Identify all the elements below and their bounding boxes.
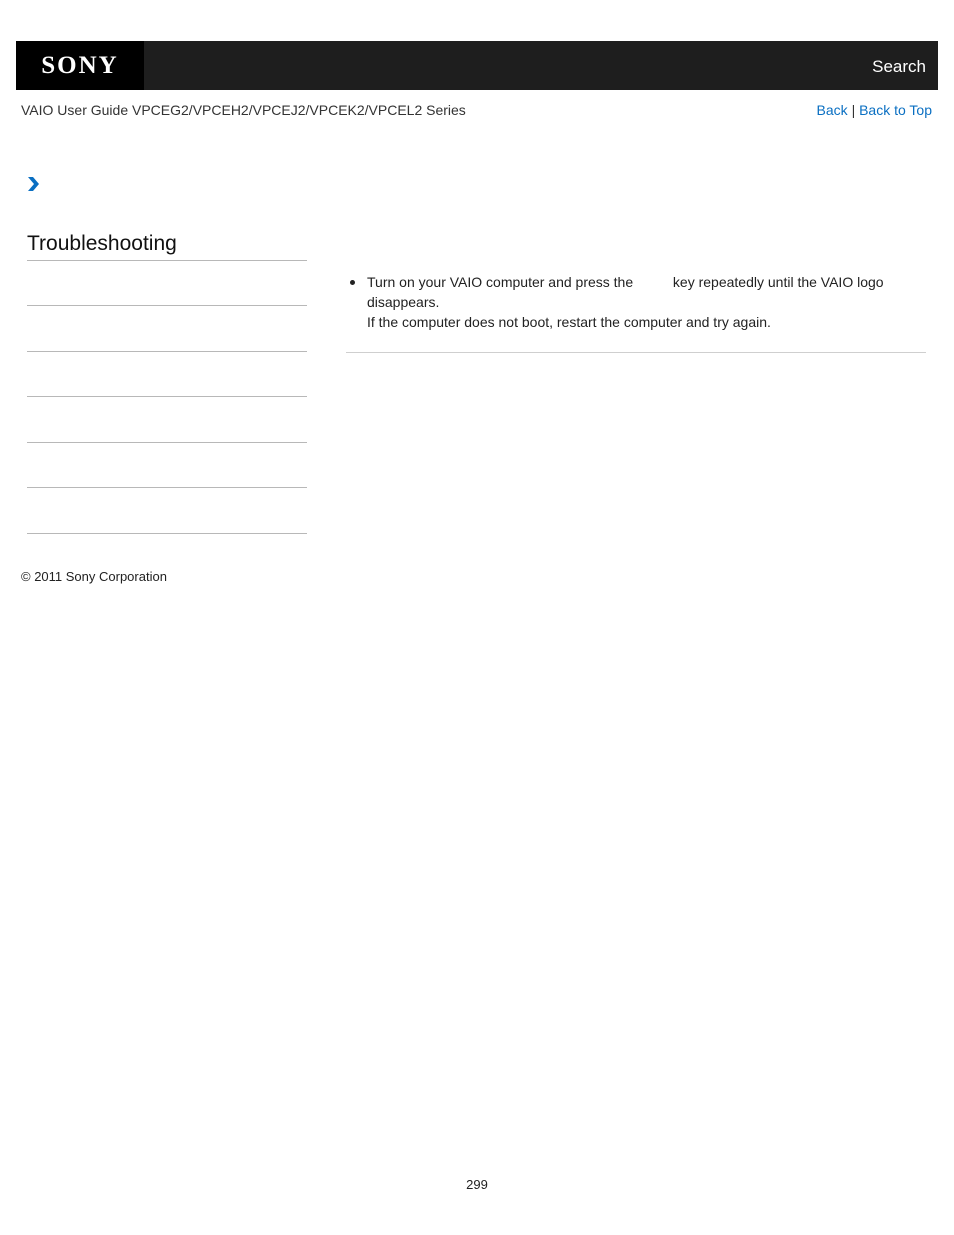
sidebar-divider bbox=[27, 351, 307, 352]
instruction-text-after: key repeatedly until the VAIO logo disappears. bbox=[367, 274, 884, 310]
top-nav bbox=[817, 102, 932, 118]
logo-text: SONY bbox=[41, 51, 119, 79]
search-link[interactable]: Search bbox=[872, 57, 926, 76]
sidebar-divider bbox=[27, 305, 307, 306]
instruction-text-before: Turn on your VAIO computer and press the bbox=[367, 274, 634, 290]
instruction-note: If the computer does not boot, restart the computer and try again. bbox=[367, 314, 771, 330]
guide-title: VAIO User Guide VPCEG2/VPCEH2/VPCEJ2/VPCEK2/VPCEL2 Series bbox=[21, 102, 466, 118]
sidebar-divider bbox=[27, 260, 307, 261]
list-item bbox=[367, 272, 926, 332]
sidebar-divider bbox=[27, 533, 307, 534]
header-bar bbox=[16, 41, 938, 90]
copyright: © 2011 Sony Corporation bbox=[21, 569, 167, 584]
chevron-right-icon[interactable] bbox=[26, 176, 40, 192]
bullet-icon bbox=[350, 280, 355, 285]
page-number: 299 bbox=[466, 1177, 488, 1192]
sidebar-divider bbox=[27, 396, 307, 397]
back-to-top-link[interactable]: Back to Top bbox=[859, 102, 932, 118]
main-content bbox=[346, 272, 926, 332]
sony-logo bbox=[16, 41, 144, 90]
sidebar-title: Troubleshooting bbox=[27, 232, 177, 255]
nav-separator: | bbox=[851, 102, 856, 118]
instruction-list bbox=[346, 272, 926, 332]
sidebar-divider bbox=[27, 487, 307, 488]
content-divider bbox=[346, 352, 926, 353]
sidebar-divider bbox=[27, 442, 307, 443]
back-link[interactable]: Back bbox=[816, 102, 848, 118]
